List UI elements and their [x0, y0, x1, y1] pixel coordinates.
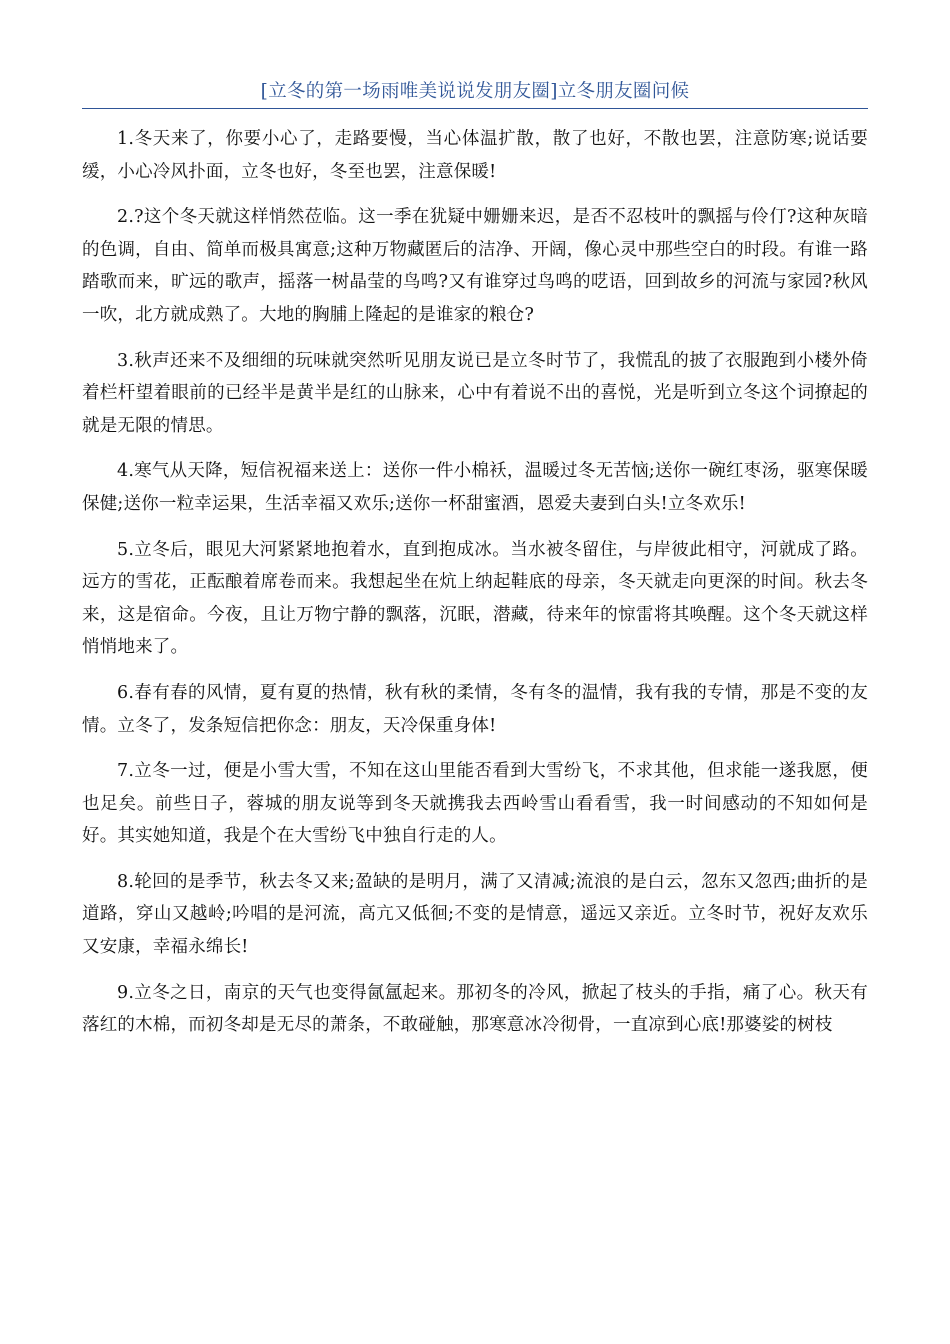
document-page — [82, 0, 868, 1344]
paragraph-7: 7.立冬一过，便是小雪大雪，不知在这山里能否看到大雪纷飞，不求其他，但求能一遂我愿，便也足矣。前些日子，蓉城的朋友说等到冬天就携我去西岭雪山看看雪，我一时间感动的不知如何是好。其实她知道，我是个在大雪纷飞中独自行走的人。 — [82, 761, 868, 847]
paragraph-1: 1.冬天来了，你要小心了，走路要慢，当心体温扩散，散了也好，不散也罢，注意防寒;说话要缓，小心冷风扑面，立冬也好，冬至也罢，注意保暖! — [82, 129, 868, 182]
paragraph-3: 3.秋声还来不及细细的玩味就突然听见朋友说已是立冬时节了，我慌乱的披了衣服跑到小楼外倚着栏杆望着眼前的已经半是黄半是红的山脉来，心中有着说不出的喜悦，光是听到立冬这个词撩起的就是无限的情思。 — [82, 350, 868, 436]
paragraph-5: 5.立冬后，眼见大河紧紧地抱着水，直到抱成冰。当水被冬留住，与岸彼此相守，河就成了路。远方的雪花，正酝酿着席卷而来。我想起坐在炕上纳起鞋底的母亲，冬天就走向更深的时间。秋去冬来，这是宿命。今夜，且让万物宁静的飘落，沉眠，潜藏，待来年的惊雷将其唤醒。这个冬天就这样悄悄地来了。 — [82, 539, 868, 658]
paragraph-2: 2.?这个冬天就这样悄然莅临。这一季在犹疑中姗姗来迟，是否不忍枝叶的飘摇与伶仃?这种灰暗的色调，自由、简单而极具寓意;这种万物藏匿后的洁净、开阔，像心灵中那些空白的时段。有谁一路踏歌而来，旷远的歌声，摇落一树晶莹的鸟鸣?又有谁穿过鸟鸣的呓语，回到故乡的河流与家园?秋风一吹，北方就成熟了。大地的胸脯上隆起的是谁家的粮仓? — [82, 207, 868, 325]
paragraph-8: 8.轮回的是季节，秋去冬又来;盈缺的是明月，满了又清减;流浪的是白云，忽东又忽西;曲折的是道路，穿山又越岭;吟唱的是河流，高亢又低徊;不变的是情意，遥远又亲近。立冬时节，祝好友欢乐又安康，幸福永绵长! — [82, 871, 868, 958]
paragraph-9: 9.立冬之日，南京的天气也变得氤氲起来。那初冬的冷风，掀起了枝头的手指，痛了心。秋天有落红的木棉，而初冬却是无尽的萧条，不敢碰触，那寒意冰冷彻骨，一直凉到心底!那婆娑的树枝 — [82, 982, 868, 1036]
paragraph-4: 4.寒气从天降，短信祝福来送上：送你一件小棉袄，温暖过冬无苦恼;送你一碗红枣汤，驱寒保暖保健;送你一粒幸运果，生活幸福又欢乐;送你一杯甜蜜酒，恩爱夫妻到白头!立冬欢乐! — [82, 461, 868, 514]
header-divider — [82, 108, 868, 109]
paragraph-6: 6.春有春的风情，夏有夏的热情，秋有秋的柔情，冬有冬的温情，我有我的专情，那是不变的友情。立冬了，发条短信把你念：朋友，天冷保重身体! — [82, 682, 868, 736]
page-title: [立冬的第一场雨唯美说说发朋友圈]立冬朋友圈问候 — [260, 81, 690, 102]
document-body — [82, 123, 868, 1042]
